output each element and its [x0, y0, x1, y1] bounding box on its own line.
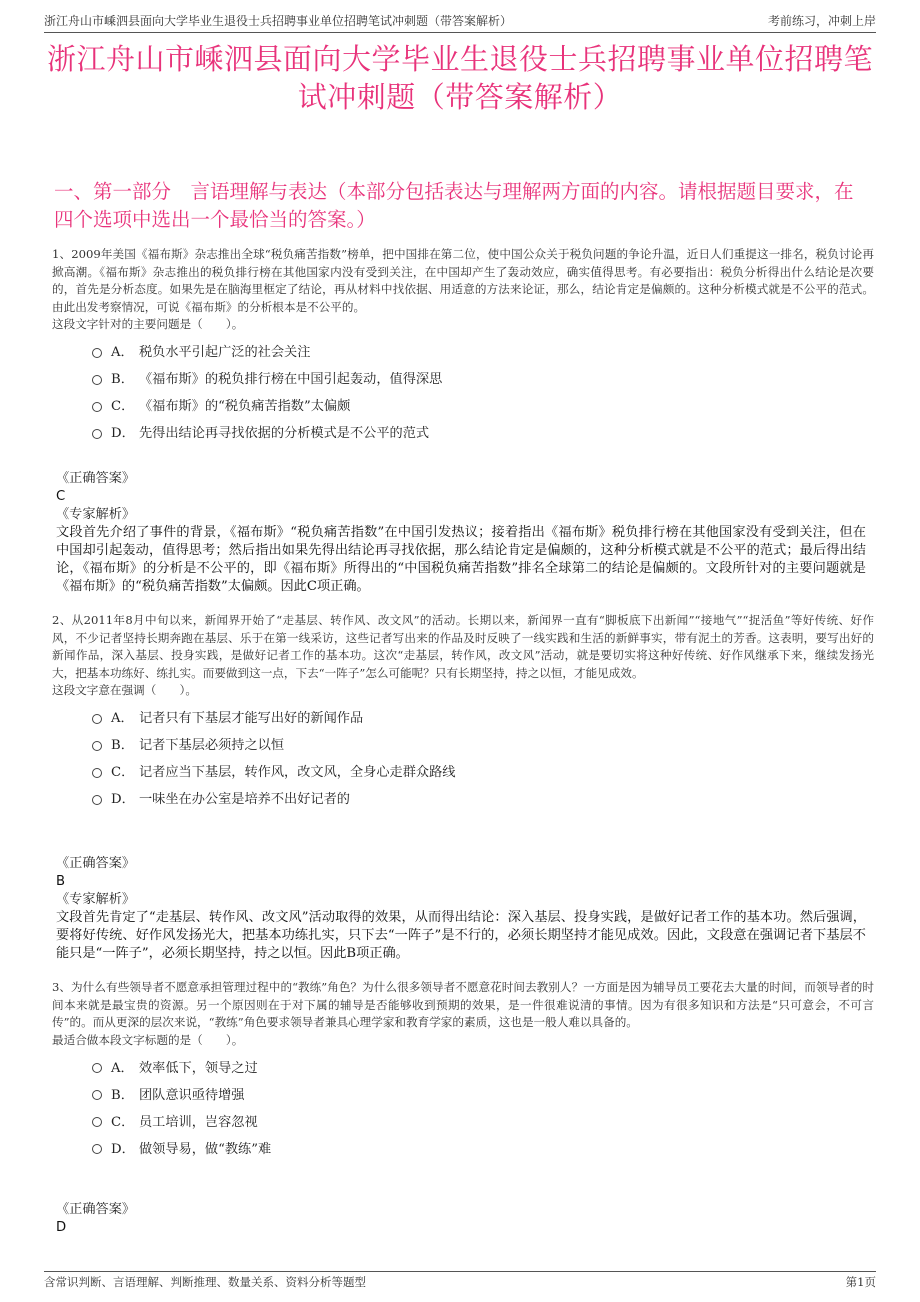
option-letter: D． — [111, 1141, 135, 1157]
radio-icon[interactable] — [92, 1090, 102, 1100]
radio-icon[interactable] — [92, 768, 102, 778]
answer-block-2 — [56, 855, 866, 963]
radio-icon[interactable] — [92, 348, 102, 358]
option-letter: C． — [111, 1114, 135, 1130]
page-footer — [44, 1271, 876, 1290]
option-text: 先得出结论再寻找依据的分析模式是不公平的范式 — [139, 426, 430, 441]
option-text: 做领导易，做“教练”难 — [139, 1141, 272, 1157]
section-heading: 一、第一部分 言语理解与表达（本部分包括表达与理解两方面的内容。请根据题目要求，在四个选项中选出一个最恰当的答案。） — [54, 180, 854, 231]
question-stem: 1、2009年美国《福布斯》杂志推出全球“税负痛苦指数”榜单，把中国排在第二位，使中国公众关于税负问题的争论升温，近日人们重提这一排名，税负讨论再掀高潮。《福布斯》杂志推出的税负排行榜在其他国家内没有受到关注，在中国却产生了轰动效应，确实值得思考。有必要指出：税负分析得出什么结论是次要的，首先是分析态度。如果先是在脑海里框定了结论，再从材料中找依据、用适意的方法来论证，那么，结论肯定是偏颇的。这种分析模式就是不公平的范式。由此出发考察情况，可说《福布斯》的分析根本是不公平的。 — [52, 247, 874, 314]
radio-icon[interactable] — [92, 429, 102, 439]
radio-icon[interactable] — [92, 795, 102, 805]
answer-label: 《正确答案》 — [56, 1202, 136, 1217]
correct-answer: C — [56, 489, 66, 504]
answer-label: 《正确答案》 — [56, 856, 136, 871]
option-text: 团队意识亟待增强 — [139, 1087, 245, 1103]
option-letter: C． — [111, 765, 135, 780]
option-text: 一味坐在办公室是培养不出好记者的 — [139, 792, 350, 807]
option-letter: B． — [111, 738, 134, 753]
question-prompt: 最适合做本段文字标题的是（ ）。 — [52, 1032, 244, 1047]
radio-icon[interactable] — [92, 402, 102, 412]
radio-icon[interactable] — [92, 714, 102, 724]
option-c[interactable] — [52, 391, 874, 418]
option-text: 记者应当下基层，转作风，改文风，全身心走群众路线 — [139, 765, 456, 780]
answer-block-3 — [56, 1201, 866, 1237]
page-header — [44, 12, 876, 33]
option-c[interactable] — [52, 1107, 874, 1134]
option-letter: B． — [111, 1087, 134, 1103]
option-list — [52, 703, 874, 811]
radio-icon[interactable] — [92, 741, 102, 751]
option-d[interactable] — [52, 784, 874, 811]
option-text: 记者只有下基层才能写出好的新闻作品 — [139, 711, 364, 726]
option-letter: B． — [111, 372, 134, 387]
option-text: 效率低下，领导之过 — [139, 1060, 258, 1076]
option-text: 记者下基层必须持之以恒 — [139, 738, 285, 753]
analysis-text: 文段首先介绍了事件的背景，《福布斯》“税负痛苦指数”在中国引发热议；接着指出《福布斯》税负排行榜在其他国家没有受到关注，但在中国却引起轰动，值得思考；然后指出如果先得出结论再寻找依据，那么结论肯定是偏颇的，这种分析模式就是不公平的范式；最后得出结论，《福布斯》的分析是不公平的，即《福布斯》所得出的“中国税负痛苦指数”排名全球第二的结论是偏颇的。文段所针对的主要问题就是《福布斯》的“税负痛苦指数”太偏颇。因此C项正确。 — [56, 525, 866, 594]
option-a[interactable] — [52, 703, 874, 730]
header-right-text: 考前练习，冲刺上岸 — [767, 14, 876, 28]
answer-label: 《正确答案》 — [56, 471, 136, 486]
question-stem: 3、为什么有些领导者不愿意承担管理过程中的“教练”角色？为什么很多领导者不愿意花时间去教别人？一方面是因为辅导员工要花去大量的时间，而领导者的时间本来就是最宝贵的资源。另一个原因则在于对下属的辅导是否能够收到预期的效果，是一件很难说清的事情。因为有很多知识和方法是“只可意会，不可言传”的。而从更深的层次来说，“教练”角色要求领导者兼具心理学家和教育学家的素质，这也是一般人难以具备的。 — [52, 980, 874, 1029]
option-b[interactable] — [52, 730, 874, 757]
option-letter: A． — [111, 1060, 134, 1076]
radio-icon[interactable] — [92, 375, 102, 385]
footer-left-text: 含常识判断、言语理解、判断推理、数量关系、资料分析等题型 — [44, 1275, 366, 1289]
option-letter: D． — [111, 426, 135, 441]
option-text: 税负水平引起广泛的社会关注 — [139, 345, 311, 360]
question-3 — [52, 979, 874, 1161]
option-letter: A． — [111, 345, 134, 360]
header-left-text: 浙江舟山市嵊泗县面向大学毕业生退役士兵招聘事业单位招聘笔试冲刺题（带答案解析） — [44, 14, 513, 28]
radio-icon[interactable] — [92, 1117, 102, 1127]
question-prompt: 这段文字针对的主要问题是（ ）。 — [52, 317, 244, 331]
option-c[interactable] — [52, 757, 874, 784]
option-d[interactable] — [52, 1134, 874, 1161]
analysis-text: 文段首先肯定了“走基层、转作风、改文风”活动取得的效果，从而得出结论：深入基层、投身实践，是做好记者工作的基本功。然后强调，要将好传统、好作风发扬光大，把基本功练扎实，只下去“一阵子”是不行的，必须长期坚持才能见成效。因此，文段意在强调记者下基层不能只是“一阵子”，必须长期坚持，持之以恒。因此B项正确。 — [56, 910, 866, 961]
option-text: 《福布斯》的“税负痛苦指数”太偏颇 — [139, 399, 351, 414]
analysis-label: 《专家解析》 — [56, 892, 136, 907]
option-list — [52, 337, 874, 445]
answer-block-1 — [56, 470, 866, 596]
option-b[interactable] — [52, 1080, 874, 1107]
option-text: 《福布斯》的税负排行榜在中国引起轰动，值得深思 — [139, 372, 443, 387]
radio-icon[interactable] — [92, 1144, 102, 1154]
question-1 — [52, 246, 874, 445]
option-a[interactable] — [52, 337, 874, 364]
option-d[interactable] — [52, 418, 874, 445]
question-stem: 2、从2011年8月中旬以来，新闻界开始了“走基层、转作风、改文风”的活动。长期以来，新闻界一直有“脚板底下出新闻”“接地气”“捉活鱼”等好传统、好作风，不少记者坚持长期奔跑在基层、乐于在第一线采访，这些记者写出来的作品及时反映了一线实践和生活的新鲜事实，带有泥土的芳香。这表明，要写出好的新闻作品，深入基层、投身实践，是做好记者工作的基本功。这次“走基层，转作风，改文风”活动，就是要切实将这种好传统、好作风继承下来，继续发扬光大，把基本功练好、练扎实。而要做到这一点，下去“一阵子”怎么可能呢？只有长期坚持，持之以恒，才能见成效。 — [52, 613, 874, 680]
correct-answer: D — [56, 1220, 67, 1235]
question-prompt: 这段文字意在强调（ ）。 — [52, 683, 197, 697]
option-letter: D． — [111, 792, 135, 807]
radio-icon[interactable] — [92, 1063, 102, 1073]
option-list — [52, 1053, 874, 1161]
option-letter: A． — [111, 711, 134, 726]
option-letter: C． — [111, 399, 135, 414]
analysis-label: 《专家解析》 — [56, 507, 136, 522]
option-b[interactable] — [52, 364, 874, 391]
page-title: 浙江舟山市嵊泗县面向大学毕业生退役士兵招聘事业单位招聘笔试冲刺题（带答案解析） — [46, 42, 873, 114]
question-2 — [52, 612, 874, 811]
option-text: 员工培训，岂容忽视 — [139, 1114, 258, 1130]
page-number: 第1页 — [845, 1275, 876, 1289]
option-a[interactable] — [52, 1053, 874, 1080]
correct-answer: B — [56, 874, 66, 889]
